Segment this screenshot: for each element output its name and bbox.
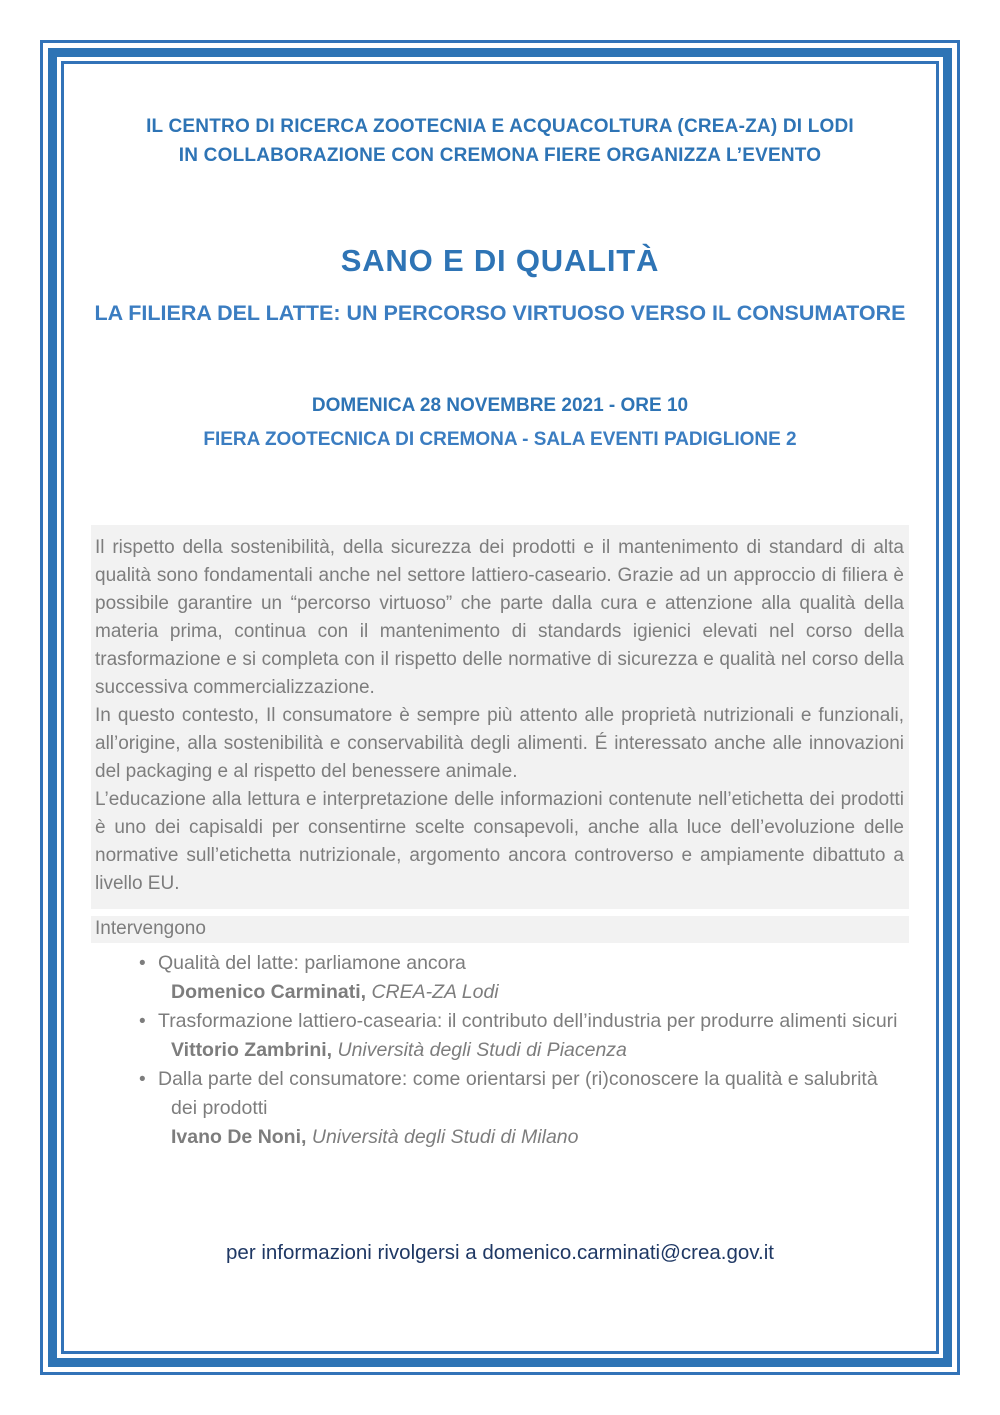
speaker-item [158,1065,909,1152]
speaker-name: Domenico Carminati, [171,981,367,1003]
description-paragraph-1: Il rispetto della sostenibilità, della sicurezza dei prodotti e il mantenimento di standard di alta qualità sono fondamentali anche nel settore lattiero-caseario. Grazie ad un approccio di filiera è possibile garantire un “percorso virtuoso” che parte dalla cura e attenzione alla qualità della materia prima, continua con il mantenimento di standards igienici elevati nel corso della trasformazione e si completa con il rispetto delle normative di sicurezza e qualità nel corso della successiva commercializzazione. [95,537,904,698]
speaker-affiliation: CREA-ZA Lodi [371,981,499,1003]
speaker-line [158,978,909,1007]
event-date: DOMENICA 28 NOVEMBRE 2021 - ORE 10 [311,395,689,416]
description-block [91,525,909,909]
organizer-line-2: IN COLLABORAZIONE CON CREMONA FIERE ORGANIZZA L’EVENTO [178,145,822,166]
description-paragraph-2: In questo contesto, Il consumatore è sempre più attento alle proprietà nutrizionali e funzionali, all’origine, alla sostenibilità e conservabilità degli alimenti. É interessato anche alle innovazioni del packaging e al rispetto del benessere animale. [95,705,904,782]
speaker-line [158,1123,909,1152]
event-venue: FIERA ZOOTECNICA DI CREMONA - SALA EVENTI PADIGLIONE 2 [203,429,797,450]
main-text-area [91,525,909,1152]
speaker-item [158,949,909,1007]
speakers-list [91,949,909,1152]
talk-topic: • Qualità del latte: parliamone ancora [158,952,466,974]
organizer-header [80,112,920,170]
speaker-item [158,1007,909,1065]
speaker-name: Ivano De Noni, [171,1126,307,1148]
speaker-line [158,1036,909,1065]
organizer-line-1: IL CENTRO DI RICERCA ZOOTECNIA E ACQUACOLTURA (CREA-ZA) DI LODI [146,116,854,137]
speaker-affiliation: Università degli Studi di Piacenza [337,1039,627,1061]
speakers-heading: Intervengono [91,916,909,943]
description-paragraph-3: L’educazione alla lettura e interpretazione delle informazioni contenute nell’etichetta dei prodotti è uno dei capisaldi per consentirne scelte consapevoli, anche alla luce dell’evoluzione delle normative sull’etichetta nutrizionale, argomento ancora controverso e ampiamente dibattuto a livello EU. [95,789,904,894]
event-subtitle: LA FILIERA DEL LATTE: UN PERCORSO VIRTUOSO VERSO IL CONSUMATORE [94,301,906,325]
talk-topic: • Trasformazione lattiero-casearia: il contributo dell’industria per produrre alimenti sicuri [158,1010,898,1032]
speaker-name: Vittorio Zambrini, [171,1039,333,1061]
speaker-affiliation: Università degli Studi di Milano [311,1126,579,1148]
event-title: SANO E DI QUALITÀ [340,243,660,278]
talk-topic: • Dalla parte del consumatore: come orientarsi per (ri)conoscere la qualità e salubrità dei prodotti [158,1068,878,1119]
contact-info: per informazioni rivolgersi a domenico.carminati@crea.gov.it [226,1241,774,1264]
